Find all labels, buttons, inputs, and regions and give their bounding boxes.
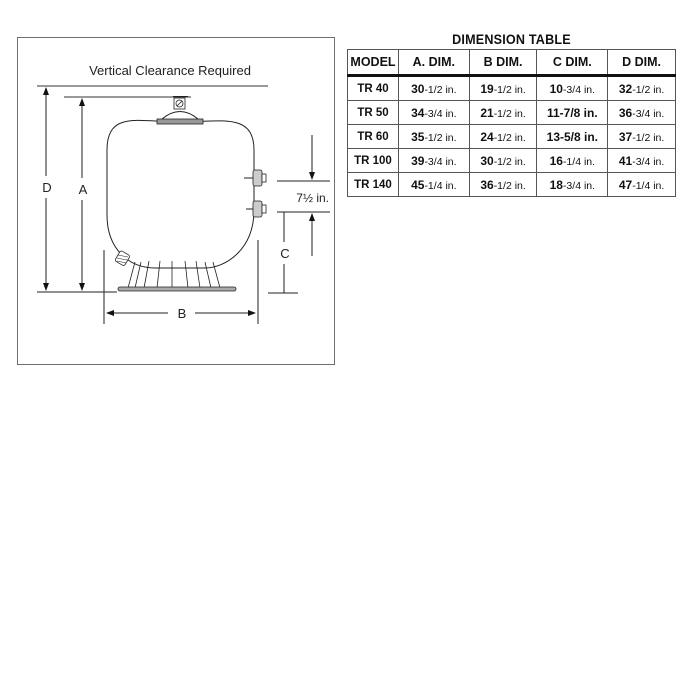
cell-b-dim: 19-1/2 in. [469,76,537,101]
cell-model: TR 60 [348,125,399,149]
cell-a-dim: 30-1/2 in. [398,76,469,101]
cell-d-dim: 47-1/4 in. [608,173,676,197]
filter-tank-icon [107,120,254,268]
cell-b-dim: 21-1/2 in. [469,101,537,125]
cell-c-dim: 16-1/4 in. [537,149,608,173]
cell-a-dim: 45-1/4 in. [398,173,469,197]
table-row [348,173,676,197]
table-row [348,149,676,173]
cell-model: TR 140 [348,173,399,197]
cell-c-dim: 10-3/4 in. [537,76,608,101]
cell-a-dim: 35-1/2 in. [398,125,469,149]
svg-text:B: B [177,306,187,321]
clearance-label: Vertical Clearance Required [89,63,251,78]
cell-model: TR 50 [348,101,399,125]
header-c-dim: C DIM. [537,50,608,76]
port-union-icon [244,170,266,217]
svg-text:7½ in.: 7½ in. [296,191,329,205]
svg-text:A: A [78,182,88,197]
cell-d-dim: 32-1/2 in. [608,76,676,101]
cell-b-dim: 30-1/2 in. [469,149,537,173]
dimension-b [104,240,258,324]
cell-c-dim: 11-7/8 in. [537,101,608,125]
svg-text:C: C [280,246,290,261]
table-title: DIMENSION TABLE [452,31,571,47]
header-b-dim: B DIM. [469,50,537,76]
header-a-dim: A. DIM. [398,50,469,76]
cell-model: TR 100 [348,149,399,173]
dimension-port-spacing [277,135,330,256]
cell-c-dim: 18-3/4 in. [537,173,608,197]
cell-a-dim: 34-3/4 in. [398,101,469,125]
drain-cap-icon [115,250,131,266]
dimension-c [268,212,298,293]
table-row [348,76,676,101]
cell-model: TR 40 [348,76,399,101]
cell-c-dim: 13-5/8 in. [537,125,608,149]
table-row [348,101,676,125]
table-row [348,125,676,149]
svg-text:D: D [42,180,52,195]
header-model: MODEL [348,50,399,76]
dimension-table [347,49,676,197]
cell-d-dim: 37-1/2 in. [608,125,676,149]
header-d-dim: D DIM. [608,50,676,76]
cell-b-dim: 36-1/2 in. [469,173,537,197]
dimension-d [42,88,51,290]
cell-a-dim: 39-3/4 in. [398,149,469,173]
cell-d-dim: 41-3/4 in. [608,149,676,173]
dimension-a [79,99,88,290]
cell-d-dim: 36-3/4 in. [608,101,676,125]
cell-b-dim: 24-1/2 in. [469,125,537,149]
table-header-row [348,50,676,76]
multiport-valve-icon [157,97,203,125]
